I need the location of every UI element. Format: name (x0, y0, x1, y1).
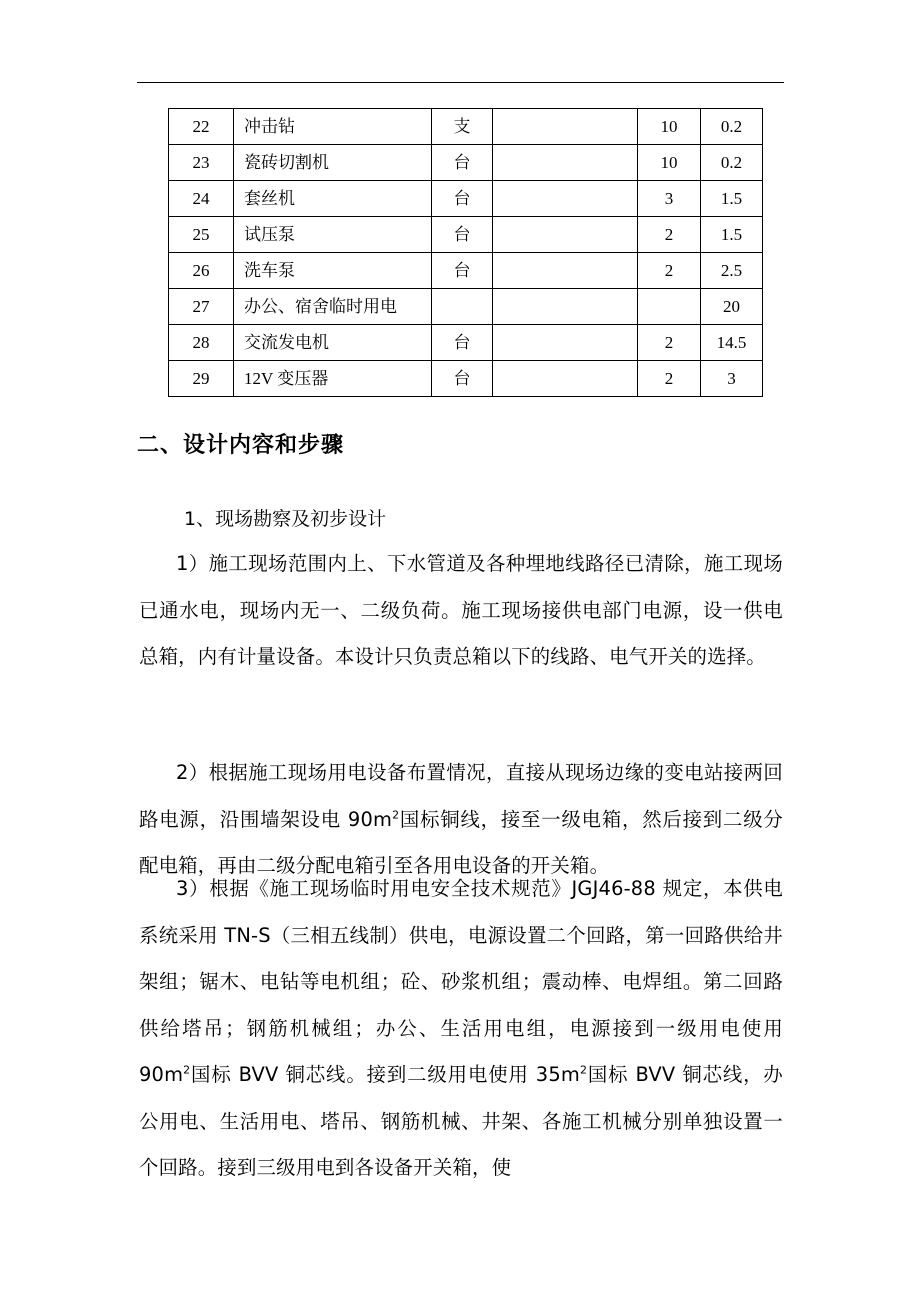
table-row (169, 289, 763, 325)
power-cell: 0.2 (701, 109, 763, 145)
unit-cell: 台 (432, 325, 493, 361)
quantity-cell: 2 (638, 217, 701, 253)
paragraph-3 (139, 866, 783, 1192)
paragraph-3-part-a: 3）根据《施工现场临时用电安全技术规范》JGJ46-88 规定，本供电系统采用 TN-S（三相五线制）供电，电源设置二个回路，第一回路供给井架组；锯木、电钻等电机组；砼、砂浆机组；震动棒、电焊组。第二回路供给塔吊；钢筋机械组；办公、生活用电组，电源接到一级用电使用 90m (139, 877, 783, 1086)
paragraph-2-part-b: 国标铜线，接至一级电箱，然后接到二级分配电箱，再由二级分配电箱引至各用电设备的开关箱。 (139, 807, 783, 877)
header-rule (137, 82, 784, 83)
equipment-table (168, 108, 763, 397)
unit-cell: 支 (432, 109, 493, 145)
section-heading: 二、设计内容和步骤 (137, 433, 345, 458)
row-number-cell: 28 (169, 325, 234, 361)
equipment-name-cell: 交流发电机 (234, 325, 432, 361)
equipment-name-cell: 冲击钻 (234, 109, 432, 145)
power-cell: 1.5 (701, 181, 763, 217)
unit-cell: 台 (432, 217, 493, 253)
row-number-cell: 25 (169, 217, 234, 253)
power-cell: 20 (701, 289, 763, 325)
equipment-name-cell: 套丝机 (234, 181, 432, 217)
table-row (169, 109, 763, 145)
quantity-cell: 10 (638, 109, 701, 145)
quantity-cell: 3 (638, 181, 701, 217)
row-number-cell: 26 (169, 253, 234, 289)
superscript: 2 (579, 1063, 588, 1077)
equipment-table-body (169, 109, 763, 397)
superscript: 2 (392, 808, 400, 822)
superscript: 2 (183, 1063, 191, 1077)
equipment-name-cell: 瓷砖切割机 (234, 145, 432, 181)
equipment-name-cell: 试压泵 (234, 217, 432, 253)
spec-cell (493, 109, 638, 145)
row-number-cell: 23 (169, 145, 234, 181)
table-row (169, 181, 763, 217)
unit-cell: 台 (432, 181, 493, 217)
paragraph-2-part-a: 2）根据施工现场用电设备布置情况，直接从现场边缘的变电站接两回路电源，沿围墙架设电 90m (139, 761, 783, 831)
spec-cell (493, 181, 638, 217)
power-cell: 0.2 (701, 145, 763, 181)
equipment-name-cell: 洗车泵 (234, 253, 432, 289)
quantity-cell: 10 (638, 145, 701, 181)
quantity-cell: 2 (638, 253, 701, 289)
spec-cell (493, 325, 638, 361)
equipment-name-cell: 12V 变压器 (234, 361, 432, 397)
row-number-cell: 22 (169, 109, 234, 145)
unit-cell: 台 (432, 253, 493, 289)
spec-cell (493, 217, 638, 253)
power-cell: 14.5 (701, 325, 763, 361)
row-number-cell: 29 (169, 361, 234, 397)
spec-cell (493, 145, 638, 181)
power-cell: 2.5 (701, 253, 763, 289)
spec-cell (493, 361, 638, 397)
quantity-cell: 2 (638, 325, 701, 361)
paragraph-3-part-c: 国标 BVV 铜芯线，办公用电、生活用电、塔吊、钢筋机械、井架、各施工机械分别单独设置一个回路。接到三级用电到各设备开关箱，使 (139, 1063, 784, 1179)
power-cell: 3 (701, 361, 763, 397)
table-row (169, 145, 763, 181)
unit-cell: 台 (432, 361, 493, 397)
table-row (169, 361, 763, 397)
unit-cell (432, 289, 493, 325)
row-number-cell: 24 (169, 181, 234, 217)
spec-cell (493, 253, 638, 289)
table-row (169, 217, 763, 253)
table-row (169, 325, 763, 361)
unit-cell: 台 (432, 145, 493, 181)
power-cell: 1.5 (701, 217, 763, 253)
table-row (169, 253, 763, 289)
quantity-cell: 2 (638, 361, 701, 397)
spec-cell (493, 289, 638, 325)
equipment-name-cell: 办公、宿舍临时用电 (234, 289, 432, 325)
quantity-cell (638, 289, 701, 325)
paragraph-1: 1）施工现场范围内上、下水管道及各种埋地线路径已清除，施工现场已通水电，现场内无一、二级负荷。施工现场接供电部门电源，设一供电总箱，内有计量设备。本设计只负责总箱以下的线路、电气开关的选择。 (139, 552, 783, 668)
row-number-cell: 27 (169, 289, 234, 325)
subsection-heading: 1、现场勘察及初步设计 (184, 508, 387, 530)
paragraph-3-part-b: 国标 BVV 铜芯线。接到二级用电使用 35m (190, 1063, 580, 1086)
